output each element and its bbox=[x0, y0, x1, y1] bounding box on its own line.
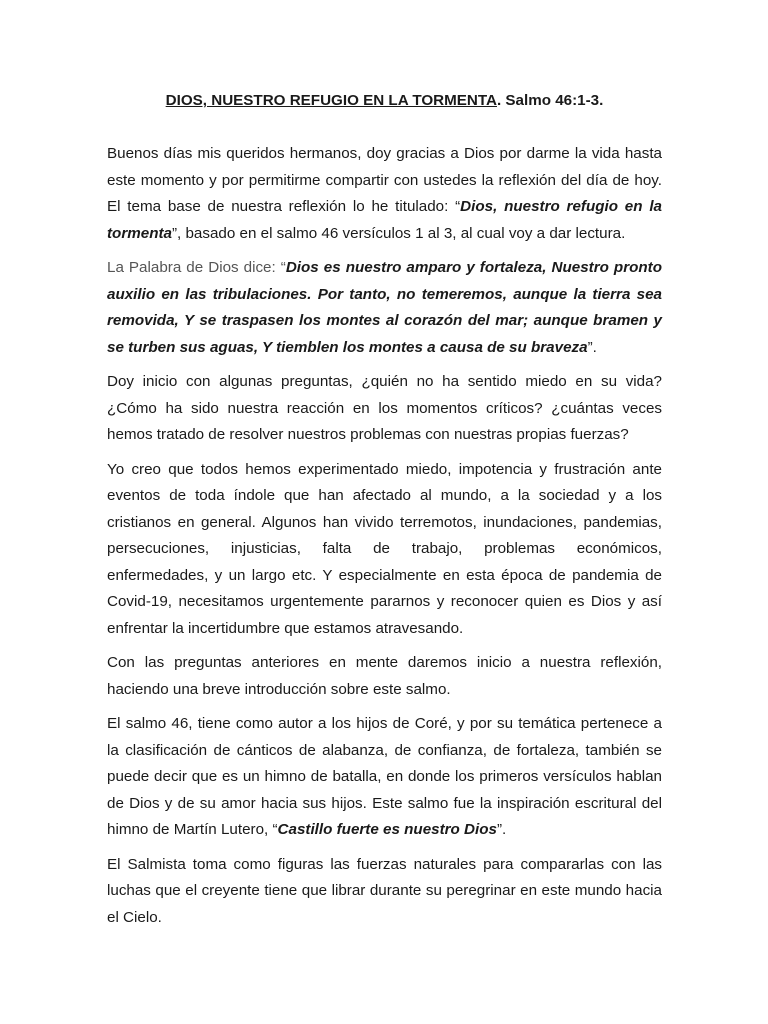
p1-text-end: ”, basado en el salmo 46 versículos 1 al 3, al cual voy a dar lectura. bbox=[171, 224, 626, 242]
p6-close: ”. bbox=[496, 821, 507, 838]
p6-text: El salmo 46, tiene como autor a los hijos de Coré, y por su temática pertenece a la clasificación de cánticos de alabanza, de confianza, de fortaleza, también se puede decir que es un himno de batalla, en donde los primeros versículos hablan de Dios y de su amor hacia sus hijos. Este salmo fue la inspiración escritural del himno de Martín Lutero, “ bbox=[107, 715, 662, 838]
paragraph-nature-figures: El Salmista toma como figuras las fuerzas naturales para compararlas con las luchas que el creyente tiene que librar durante su peregrinar en este mundo hacia el Cielo. bbox=[107, 855, 662, 926]
p6-hymn-title: Castillo fuerte es nuestro Dios bbox=[277, 821, 497, 838]
p1-sermon-title: Dios, nuestro refugio en la tormenta bbox=[107, 198, 662, 242]
paragraph-greeting bbox=[107, 141, 662, 247]
paragraph-introduction: Con las preguntas anteriores en mente daremos inicio a nuestra reflexión, haciendo una breve introducción sobre este salmo. bbox=[107, 654, 662, 698]
document-title bbox=[107, 90, 662, 112]
paragraph-questions: Doy inicio con algunas preguntas, ¿quién no ha sentido miedo en su vida? ¿Cómo ha sido nuestra reacción en los momentos críticos? ¿cuántas veces hemos tratado de resolver nuestros problemas con nuestras propias fuerzas? bbox=[107, 373, 662, 443]
p1-text-start: Buenos días mis queridos hermanos, doy gracias a Dios por darme la vida hasta este momento y por permitirme compartir con ustedes la reflexión del día de hoy. El tema base de nuestra reflexión lo he titulado: “ bbox=[107, 145, 662, 215]
p2-scripture-quote: Dios es nuestro amparo y fortaleza, Nuestro pronto auxilio en las tribulaciones. Por tanto, no temeremos, aunque la tierra sea removida, Y se traspasen los montes al corazón del mar; aunque bramen y se turben sus aguas, Y tiemblen los montes a causa de su braveza bbox=[107, 259, 662, 356]
paragraph-scripture bbox=[107, 255, 662, 361]
title-reference: . Salmo 46:1-3. bbox=[496, 92, 604, 109]
paragraph-psalm-context bbox=[107, 711, 662, 844]
p2-close: ”. bbox=[587, 338, 597, 356]
title-main: DIOS, NUESTRO REFUGIO EN LA TORMENTA bbox=[165, 92, 497, 109]
p2-intro: La Palabra de Dios dice: “ bbox=[107, 259, 286, 276]
paragraph-experiences: Yo creo que todos hemos experimentado miedo, impotencia y frustración ante eventos de toda índole que han afectado al mundo, a la sociedad y a los cristianos en general. Algunos han vivido terremotos, inundaciones, pandemias, persecuciones, injusticias, falta de trabajo, problemas económicos, enfermedades, y un largo etc. Y especialmente en esta época de pandemia de Covid-19, necesitamos urgentemente pararnos y reconocer quien es Dios y así enfrentar la incertidumbre que estamos atravesando. bbox=[107, 460, 662, 637]
